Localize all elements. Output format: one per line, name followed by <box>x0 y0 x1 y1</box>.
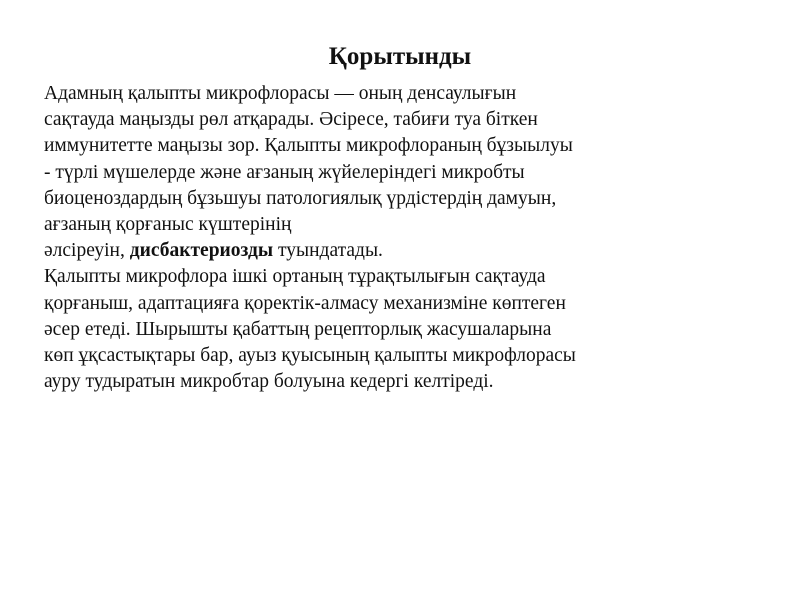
body-line-with-bold <box>44 238 774 264</box>
body-line: биоценоздардың бұзьшуы патологиялық үрдістердің дамуын, <box>44 187 557 209</box>
body-line: қорғаныш, адаптацияға қоректік-алмасу механизміне көптеген <box>44 292 566 314</box>
body-line: ауру тудыратын микробтар болуына кедергі келтіреді. <box>44 371 494 393</box>
body-line: әсер етеді. Шырышты қабаттың рецепторлық жасушаларына <box>44 318 552 340</box>
slide-title: Қорытынды <box>328 43 472 70</box>
body-line: көп ұқсастықтары бар, ауыз қуысының қалыпты микрофлорасы <box>44 345 576 367</box>
body-line: Қалыпты микрофлора ішкі ортаның тұрақтылығын сақтауда <box>44 266 546 288</box>
body-line: иммунитетте маңызы зор. Қалыпты микрофлораның бұзыылуы <box>44 135 573 157</box>
slide-body-text <box>44 81 774 395</box>
bold-term: дисбактериозды <box>129 240 274 262</box>
body-line: ағзаның қорғаныс күштерінің <box>44 214 292 236</box>
body-text-segment: әлсіреуін, <box>44 240 130 262</box>
body-text-segment: туындатады. <box>273 240 383 262</box>
body-line: сақтауда маңызды рөл атқарады. Әсіресе, табиғи туа біткен <box>44 109 538 131</box>
body-line: Адамның қалыпты микрофлорасы — оның денсаулығын <box>44 83 517 104</box>
body-line: - түрлі мүшелерде және ағзаның жүйелеріндегі микробты <box>44 161 525 183</box>
